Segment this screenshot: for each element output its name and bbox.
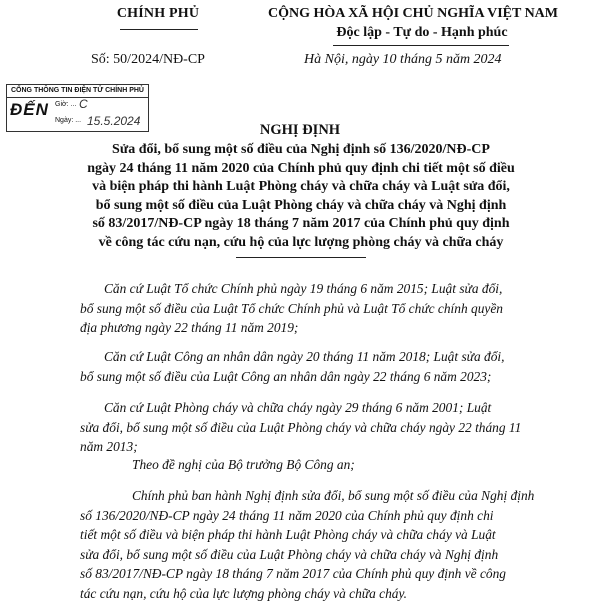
issuer-underline [120, 29, 198, 30]
document-subject [40, 141, 562, 253]
stamp-time-value: C [79, 97, 88, 111]
stamp-header: CỔNG THÔNG TIN ĐIỆN TỬ CHÍNH PHỦ [7, 85, 148, 98]
paragraph-line: bổ sung một số điều của Luật Công an nhân dân ngày 22 tháng 6 năm 2023; [80, 367, 491, 387]
paragraph-line: sửa đổi, bổ sung một số điều của Luật Phòng cháy và chữa cháy và Nghị định [80, 545, 498, 565]
issuer-name: CHÍNH PHỦ [98, 6, 218, 22]
paragraph-line: số 83/2017/NĐ-CP ngày 18 tháng 7 năm 2017 của Chính phủ quy định về công [80, 564, 506, 584]
paragraph-line: bổ sung một số điều của Luật Tổ chức Chính phủ và Luật Tổ chức chính quyền [80, 299, 503, 319]
enactment-clause [104, 486, 590, 603]
proposal-basis [104, 455, 590, 475]
legal-basis-government-law [104, 279, 590, 338]
subject-line: và biện pháp thi hành Luật Phòng cháy và chữa cháy và Luật sửa đổi, [40, 178, 562, 197]
subject-line: bổ sung một số điều của Luật Phòng cháy và chữa cháy và Nghị định [40, 197, 562, 216]
stamp-time-label: Giờ: ... [55, 101, 76, 108]
subject-line: Sửa đổi, bổ sung một số điều của Nghị định số 136/2020/NĐ-CP [40, 141, 562, 160]
paragraph-line: Căn cứ Luật Tổ chức Chính phủ ngày 19 tháng 6 năm 2015; Luật sửa đổi, [104, 279, 502, 299]
paragraph-line: số 136/2020/NĐ-CP ngày 24 tháng 11 năm 2020 của Chính phủ quy định chi [80, 506, 493, 526]
document-type: NGHỊ ĐỊNH [0, 122, 600, 139]
paragraph-line: tiết một số điều và biện pháp thi hành Luật Phòng cháy và chữa cháy và Luật [80, 525, 496, 545]
stamp-date-value: 15.5.2024 [87, 114, 140, 128]
paragraph-line: Theo đề nghị của Bộ trưởng Bộ Công an; [132, 455, 355, 475]
paragraph-line: Chính phủ ban hành Nghị định sửa đổi, bổ sung một số điều của Nghị định [132, 486, 534, 506]
paragraph-line: tác cứu nạn, cứu hộ của lực lượng phòng cháy và chữa cháy. [80, 584, 407, 603]
national-title: CỘNG HÒA XÃ HỘI CHỦ NGHĨA VIỆT NAM [248, 6, 578, 22]
document-number: Số: 50/2024/NĐ-CP [91, 52, 205, 68]
motto-underline [333, 45, 509, 46]
paragraph-line: Căn cứ Luật Phòng cháy và chữa cháy ngày 29 tháng 6 năm 2001; Luật [104, 398, 491, 418]
paragraph-line: Căn cứ Luật Công an nhân dân ngày 20 tháng 11 năm 2018; Luật sửa đổi, [104, 347, 504, 367]
subject-line: về công tác cứu nạn, cứu hộ của lực lượng phòng cháy và chữa cháy [40, 234, 562, 253]
paragraph-line: sửa đổi, bổ sung một số điều của Luật Phòng cháy và chữa cháy ngày 22 tháng 11 [80, 418, 521, 438]
paragraph-line: năm 2013; [80, 437, 138, 457]
title-underline [236, 257, 366, 258]
legal-basis-fire-law [104, 398, 590, 457]
legal-basis-police-law [104, 347, 590, 386]
subject-line: số 83/2017/NĐ-CP ngày 18 tháng 7 năm 2017 của Chính phủ quy định [40, 215, 562, 234]
stamp-date-label: Ngày: ... [55, 117, 81, 124]
stamp-label: ĐẾN [10, 100, 49, 120]
paragraph-line: địa phương ngày 22 tháng 11 năm 2019; [80, 318, 298, 338]
national-motto: Độc lập - Tự do - Hạnh phúc [282, 25, 562, 41]
place-and-date: Hà Nội, ngày 10 tháng 5 năm 2024 [304, 52, 502, 68]
subject-line: ngày 24 tháng 11 năm 2020 của Chính phủ quy định chi tiết một số điều [40, 160, 562, 179]
